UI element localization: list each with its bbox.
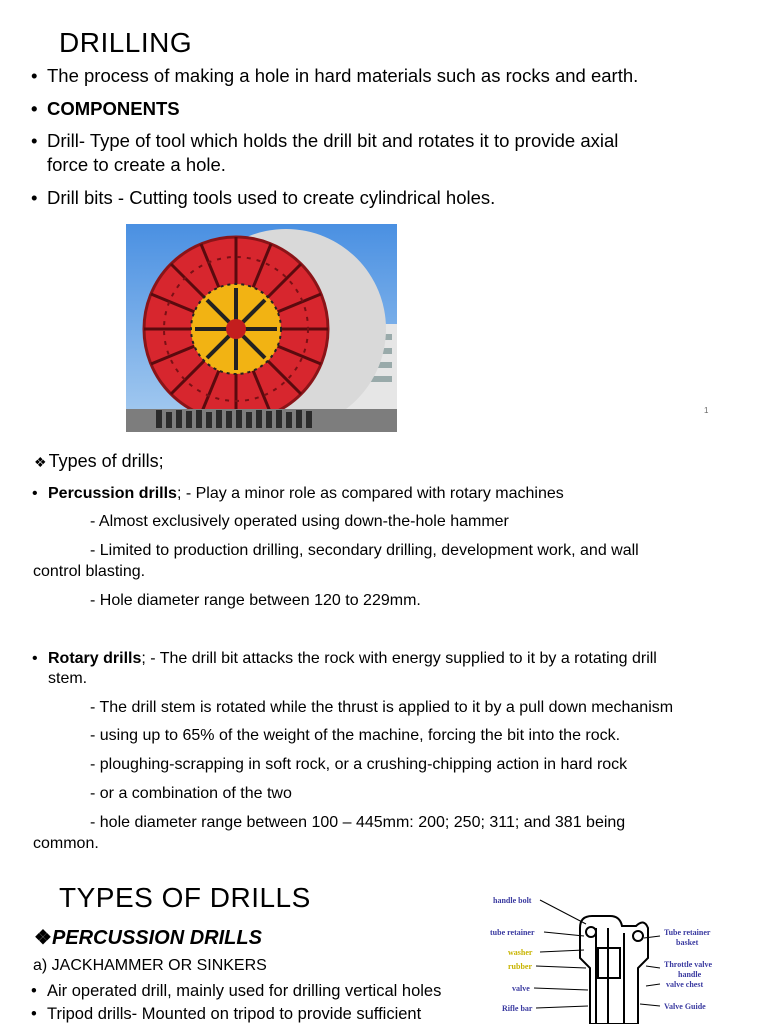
slide1-bullet-drillbits: • Drill bits - Cutting tools used to create cylindrical holes. <box>47 186 495 210</box>
diamond-bullet-icon: ❖ <box>34 454 47 470</box>
label-valve-chest: valve chest <box>666 980 704 989</box>
label-throttle-valve-1: Throttle valve <box>664 960 713 969</box>
percussion-line-3b: control blasting. <box>33 563 146 580</box>
percussion-drills-item <box>48 483 564 504</box>
rotary-line-6a: - hole diameter range between 100 – 445mm: 200; 250; 311; and 381 being <box>90 814 626 831</box>
percussion-line-4: - Hole diameter range between 120 to 229mm. <box>90 592 421 609</box>
label-throttle-valve-2: handle <box>678 970 702 979</box>
slide3-bullet-air: • Air operated drill, mainly used for drilling vertical holes <box>47 981 441 1002</box>
slide1-page-number: 1 <box>704 406 709 415</box>
slide1-drill-line1: • Drill- Type of tool which holds the drill bit and rotates it to provide axial <box>47 130 619 151</box>
tunnel-boring-machine-photo <box>126 224 397 432</box>
diamond-bullet-icon: ❖ <box>34 927 52 949</box>
slide1-drill-line2: force to create a hole. <box>47 154 226 175</box>
slide2-heading <box>34 451 164 472</box>
slide3-subheading-text: PERCUSSION DRILLS <box>51 927 262 949</box>
label-tube-retainer-basket-2: basket <box>676 938 699 947</box>
rotary-line-1b: stem. <box>48 670 88 687</box>
rotary-line-6b: common. <box>33 835 99 852</box>
slide3-item-a: a) JACKHAMMER OR SINKERS <box>33 957 267 974</box>
label-rifle-bar: Rifle bar <box>502 1004 533 1013</box>
tbm-illustration <box>126 224 397 432</box>
rotary-line-3: - using up to 65% of the weight of the machine, forcing the bit into the rock. <box>90 727 621 744</box>
percussion-drills-label: Percussion drills <box>48 485 177 502</box>
rotary-line-5: - or a combination of the two <box>90 785 292 802</box>
slide3-title: TYPES OF DRILLS <box>59 882 311 913</box>
percussion-line-2: - Almost exclusively operated using down-the-hole hammer <box>90 513 509 530</box>
slide3-bullet-tripod: • Tripod drills- Mounted on tripod to provide sufficient <box>47 1004 421 1025</box>
label-washer: washer <box>508 948 533 957</box>
slide1-bullet-drill <box>47 129 618 177</box>
label-handle-bolt: handle bolt <box>493 896 532 905</box>
slide1-bullet-definition: • The process of making a hole in hard materials such as rocks and earth. <box>47 64 638 88</box>
slide2-heading-text: Types of drills; <box>48 451 164 471</box>
percussion-line-3a: - Limited to production drilling, secondary drilling, development work, and wall <box>90 542 639 559</box>
label-rubber: rubber <box>508 962 532 971</box>
label-valve: valve <box>512 984 530 993</box>
label-valve-guide: Valve Guide <box>664 1002 706 1011</box>
slide1-bullet-components: • COMPONENTS <box>47 97 180 121</box>
slide1-title: DRILLING <box>59 27 193 58</box>
rotary-drills-text: ; - The drill bit attacks the rock with energy supplied to it by a rotating drill <box>141 650 657 667</box>
rotary-line-4: - ploughing-scrapping in soft rock, or a crushing-chipping action in hard rock <box>90 756 628 773</box>
rotary-drills-label: Rotary drills <box>48 650 142 667</box>
label-tube-retainer: tube retainer <box>490 928 535 937</box>
percussion-drills-text: ; - Play a minor role as compared with rotary machines <box>176 485 564 502</box>
rotary-drills-item <box>48 648 657 669</box>
label-tube-retainer-basket-1: Tube retainer <box>664 928 711 937</box>
slide3-subheading <box>34 925 262 950</box>
rotary-line-2: - The drill stem is rotated while the thrust is applied to it by a pull down mechanism <box>90 699 674 716</box>
jackhammer-diagram <box>488 888 728 1024</box>
